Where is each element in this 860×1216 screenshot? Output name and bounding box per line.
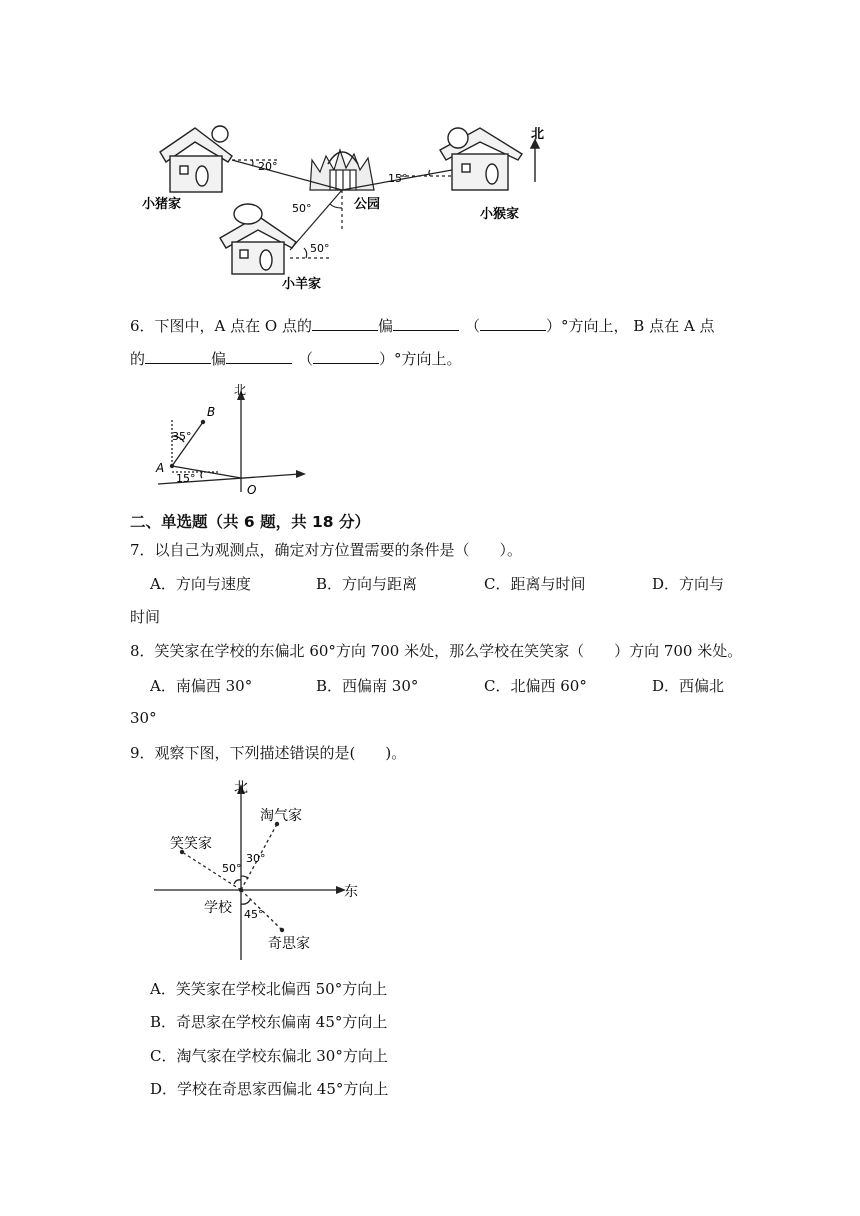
pig-house-icon	[160, 126, 232, 192]
sheep-home-label: 小羊家	[282, 277, 322, 292]
q7-stem: 7．以自己为观测点，确定对方位置需要的条件是（ ）。	[130, 541, 523, 559]
q6-line1: 6．下图中，A 点在 O 点的 偏 （ ）°方向上， B 点在 A 点	[130, 317, 715, 335]
q8-stem: 8．笑笑家在学校的东偏北 60°方向 700 米处，那么学校在笑笑家（ ）方向 700 米处。	[130, 642, 743, 660]
pig-angle-label: 20°	[258, 160, 278, 173]
q6-blank-direction-4[interactable]	[226, 349, 292, 364]
map-figure	[140, 120, 560, 300]
q7-option-b[interactable]: B．方向与距离	[316, 575, 418, 593]
q6-point-a: A	[156, 461, 165, 475]
north-arrow-icon	[531, 140, 539, 182]
q8-option-b[interactable]: B．西偏南 30°	[316, 677, 419, 695]
q6-point-o: O	[247, 483, 257, 497]
q9-north-label: 北	[234, 780, 248, 796]
q9-figure	[150, 776, 370, 966]
q6-blank-direction-1[interactable]	[312, 316, 378, 331]
q6-line2: 的 偏 （ ）°方向上。	[130, 350, 462, 368]
q9-angle-30: 30°	[246, 852, 266, 865]
q7-option-a[interactable]: A．方向与速度	[150, 575, 251, 593]
q8-option-a[interactable]: A．南偏西 30°	[150, 677, 253, 695]
q6-blank-direction-3[interactable]	[145, 349, 211, 364]
q8-option-c[interactable]: C．北偏西 60°	[484, 677, 587, 695]
q9-xiaoxiao-label: 笑笑家	[170, 836, 212, 852]
monkey-angle-label: 15°	[388, 172, 408, 185]
q9-angle-45: 45°	[244, 908, 264, 921]
pig-home-label: 小猪家	[142, 197, 182, 212]
q9-angle-50: 50°	[222, 862, 242, 875]
sheep-house-icon	[220, 204, 296, 274]
q6-figure	[150, 380, 320, 500]
park-sheep-angle-label: 50°	[292, 202, 312, 215]
q9-taoqi-label: 淘气家	[260, 808, 302, 824]
q6-blank-angle-2[interactable]	[313, 349, 379, 364]
q9-option-b[interactable]: B．奇思家在学校东偏南 45°方向上	[150, 1013, 388, 1031]
q6-blank-direction-2[interactable]	[393, 316, 459, 331]
q6-blank-angle-1[interactable]	[480, 316, 546, 331]
section-heading: 二、单选题（共 6 题，共 18 分）	[130, 513, 370, 531]
q7-option-c[interactable]: C．距离与时间	[484, 575, 586, 593]
q9-option-a[interactable]: A．笑笑家在学校北偏西 50°方向上	[150, 980, 388, 998]
park-label: 公园	[354, 197, 381, 212]
q9-option-c[interactable]: C．淘气家在学校东偏北 30°方向上	[150, 1047, 388, 1065]
q6-angle-a: 15°	[176, 472, 196, 485]
q8-option-d[interactable]: D．西偏北	[652, 677, 725, 695]
monkey-house-icon	[440, 128, 522, 190]
q9-qisi-label: 奇思家	[268, 936, 310, 952]
sheep-angle-label: 50°	[310, 242, 330, 255]
q7-option-d[interactable]: D．方向与	[652, 575, 725, 593]
monkey-home-label: 小猴家	[480, 207, 520, 222]
map-north-label: 北	[531, 127, 545, 142]
q7-option-d-wrap: 时间	[130, 608, 161, 626]
q6-angle-b: 35°	[172, 430, 192, 443]
q8-option-d-wrap: 30°	[130, 709, 157, 727]
q9-school-label: 学校	[204, 900, 232, 916]
q6-point-b: B	[207, 405, 216, 419]
east-arrow-icon	[296, 470, 306, 478]
q9-stem: 9．观察下图，下列描述错误的是( )。	[130, 744, 407, 762]
q9-option-d[interactable]: D．学校在奇思家西偏北 45°方向上	[150, 1080, 389, 1098]
q9-east-label: 东	[344, 884, 358, 900]
q6-north-label: 北	[234, 383, 247, 397]
